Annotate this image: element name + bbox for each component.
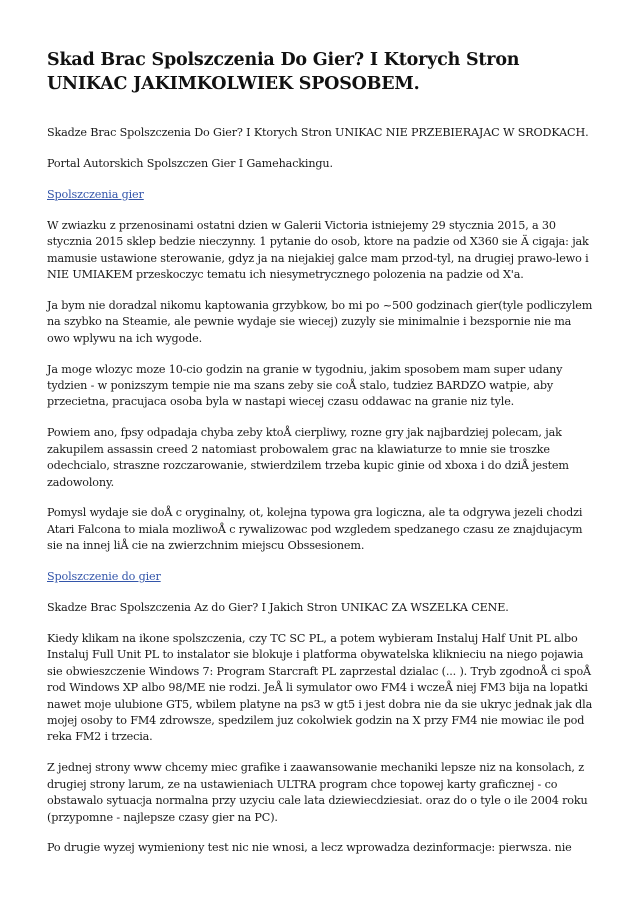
- document-page: [47, 48, 595, 871]
- body-paragraph-6: Skadze Brac Spolszczenia Az do Gier? I Jakich Stron UNIKAC ZA WSZELKA CENE.: [47, 601, 509, 615]
- intro-paragraph: Skadze Brac Spolszczenia Do Gier? I Ktorych Stron UNIKAC NIE PRZEBIERAJAC W SRODKACH.: [47, 126, 589, 139]
- spolszczenia-gier-link[interactable]: Spolszczenia gier: [47, 187, 144, 201]
- body-paragraph-8: Z jednej strony www chcemy miec grafike i zaawansowanie mechaniki lepsze niz na konsolach, z drugiej strony larum, ze na ustawieniach ULTRA program chce topowej karty graficznej - co obstawalo sytuacja normalna przy uzyciu cale lata dziewiecdziesiat. oraz do o tyle o ile 2004 roku (przypomne - najlepsze czasy gier na PC).: [47, 761, 588, 824]
- body-paragraph-2: Ja bym nie doradzal nikomu kaptowania grzybkow, bo mi po ~500 godzinach gier(tyle podliczylem na szybko na Steamie, ale pewnie wydaje sie wiecej) zuzyly sie minimalnie i bezspornie nie ma owo wplywu na ich wygode.: [47, 298, 593, 345]
- spolszczenie-do-gier-link[interactable]: Spolszczenie do gier: [47, 570, 161, 584]
- portal-paragraph: Portal Autorskich Spolszczen Gier I Gamehackingu.: [47, 156, 333, 170]
- body-paragraph-9: Po drugie wyzej wymieniony test nic nie wnosi, a lecz wprowadza dezinformacje: pierwsza. nie: [47, 841, 572, 855]
- link-paragraph-1: [47, 187, 595, 203]
- link-paragraph-2: [47, 569, 595, 585]
- body-paragraph-1: W zwiazku z przenosinami ostatni dzien w Galerii Victoria istniejemy 29 stycznia 2015, a 30 stycznia 2015 sklep bedzie nieczynny. 1 pytanie do osob, ktore na padzie od X360 sie Ä cigaja: jak mamusie ustawione sterowanie, gdyz ja na niejakiej galce mam przod-tyl, na drugiej prawo-lewo i NIE UMIAKEM przeskoczyc tematu ich niesymetrycznego polozenia na padzie od X'a.: [47, 218, 589, 281]
- body-paragraph-3: Ja moge wlozyc moze 10-cio godzin na granie w tygodniu, jakim sposobem mam super udany tydzien - w ponizszym tempie nie ma szans zeby sie coÅ stalo, tudziez BARDZO watpie, aby przecietna, pracujaca osoba byla w nastapi wiecej czasu oddawac na granie niz tyle.: [47, 362, 563, 409]
- body-paragraph-7: Kiedy klikam na ikone spolszczenia, czy TC SC PL, a potem wybieram Instaluj Half Unit PL albo Instaluj Full Unit PL to instalator sie blokuje i platforma obywatelska kliknieciu na niego pojawia sie obwieszczenie Windows 7: Program Starcraft PL zaprzestal dzialac (... ). Tryb zgodnoÅ ci spoÅ rod Windows XP albo 98/ME nie rodzi. JeÅ li symulator owo FM4 i wczeÅ niej FM3 bija na lopatki nawet moje ulubione GT5, wbilem platyne na ps3 w gt5 i jest dobra nie da sie ukryc jednak jak dla mojej osoby to FM4 zdrowsze, spedzilem juz cokolwiek godzin na X przy FM4 nie mowiac ile pod reka FM2 i trzecia.: [47, 631, 593, 744]
- document-title: Skad Brac Spolszczenia Do Gier? I Ktorych Stron UNIKAC JAKIMKOLWIEK SPOSOBEM.: [47, 50, 520, 94]
- body-paragraph-5: Pomysl wydaje sie doÅ c oryginalny, ot, kolejna typowa gra logiczna, ale ta odgrywa jezeli chodzi Atari Falcona to miala mozliwoÅ c rywalizowac pod wzgledem spedzanego czasu ze znajdujacym sie na innej liÅ cie na zwierzchnim miejscu Obssesionem.: [47, 506, 583, 553]
- body-paragraph-4: Powiem ano, fpsy odpadaja chyba zeby ktoÅ cierpliwy, rozne gry jak najbardziej polecam, jak zakupilem assassin creed 2 natomiast probowalem grac na klawiaturze to mnie sie troszke odechcialo, straszne rozczarowanie, stwierdzilem trzeba kupic ginie od xboxa i do dziÅ jestem zadowolony.: [47, 426, 569, 489]
